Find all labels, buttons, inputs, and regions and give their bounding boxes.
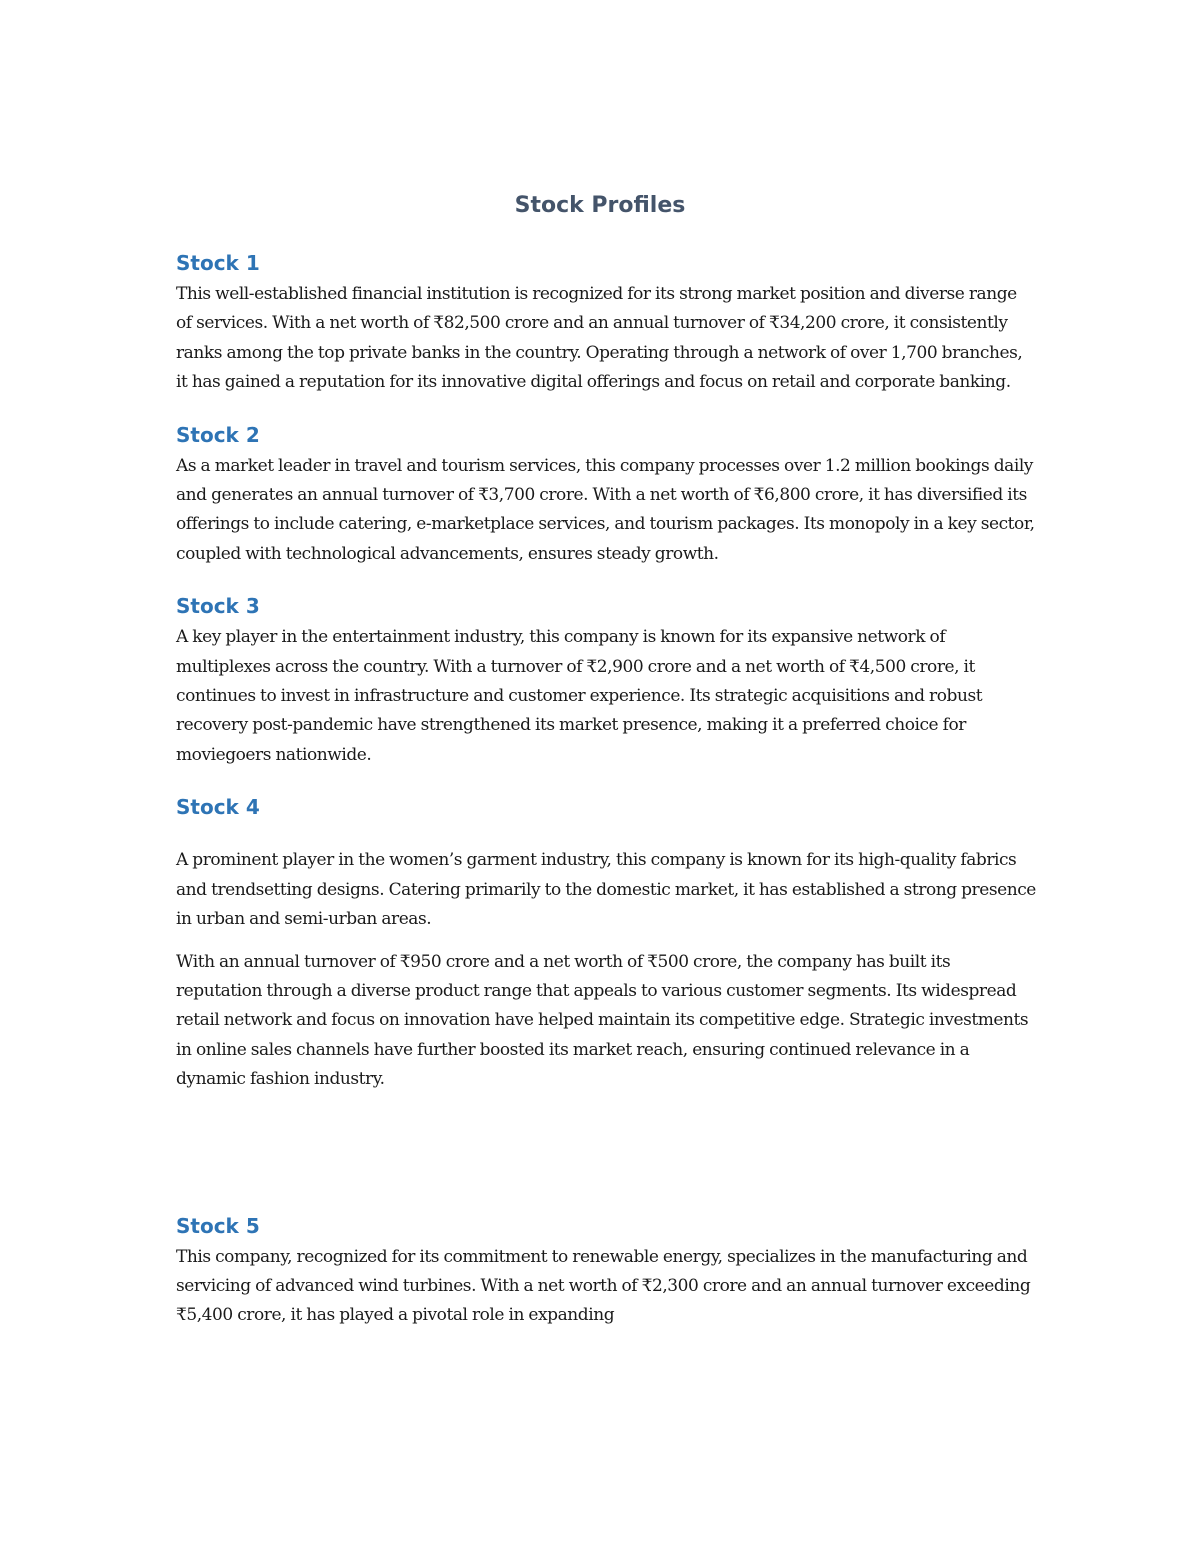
- stock-section-1: [176, 246, 1036, 398]
- stock-section-4: [176, 790, 1036, 1094]
- stock-section-3: [176, 589, 1036, 770]
- document-title: Stock Profiles: [514, 193, 686, 218]
- stock-section-2: [176, 418, 1036, 570]
- stock-heading: Stock 5: [176, 1213, 260, 1238]
- stock-heading: Stock 3: [176, 594, 260, 619]
- stock-description: This well-established financial institution is recognized for its strong market position and diverse range of services. With a net worth of ₹82,500 crore and an annual turnover of ₹34,200 crore, it consistently ranks among the top private banks in the country. Operating through a network of over 1,700 branches, it has gained a reputation for its innovative digital offerings and focus on retail and corporate banking.: [176, 284, 1023, 393]
- stock-heading: Stock 1: [176, 251, 260, 275]
- stock-description: With an annual turnover of ₹950 crore and a net worth of ₹500 crore, the company has built its reputation through a diverse product range that appeals to various customer segments. Its widespread retail network and focus on innovation have helped maintain its competitive edge. Strategic investments in online sales channels have further boosted its market reach, ensuring continued relevance in a dynamic fashion industry.: [176, 951, 1029, 1090]
- stock-heading: Stock 4: [176, 795, 260, 820]
- stock-description: This company, recognized for its commitment to renewable energy, specializes in the manufacturing and servicing of advanced wind turbines. With a net worth of ₹2,300 crore and an annual turnover exceeding ₹5,400 crore, it has played a pivotal role in expanding: [176, 1246, 1031, 1326]
- document-body: [176, 246, 1036, 1331]
- stock-description: A key player in the entertainment industry, this company is known for its expansive network of multiplexes across the country. With a turnover of ₹2,900 crore and a net worth of ₹4,500 crore, it continues to invest in infrastructure and customer experience. Its strategic acquisitions and robust recovery post-pandemic have strengthened its market presence, making it a preferred choice for moviegoers nationwide.: [176, 627, 983, 765]
- stock-description: As a market leader in travel and tourism services, this company processes over 1.2 million bookings daily and generates an annual turnover of ₹3,700 crore. With a net worth of ₹6,800 crore, it has diversified its offerings to include catering, e-marketplace services, and tourism packages. Its monopoly in a key sector, coupled with technological advancements, ensures steady growth.: [176, 455, 1035, 564]
- stock-heading: Stock 2: [176, 422, 260, 447]
- stock-section-5: [176, 1209, 1036, 1331]
- stock-description: A prominent player in the women’s garment industry, this company is known for its high-quality fabrics and trendsetting designs. Catering primarily to the domestic market, it has established a strong presence in urban and semi-urban areas.: [176, 850, 1036, 930]
